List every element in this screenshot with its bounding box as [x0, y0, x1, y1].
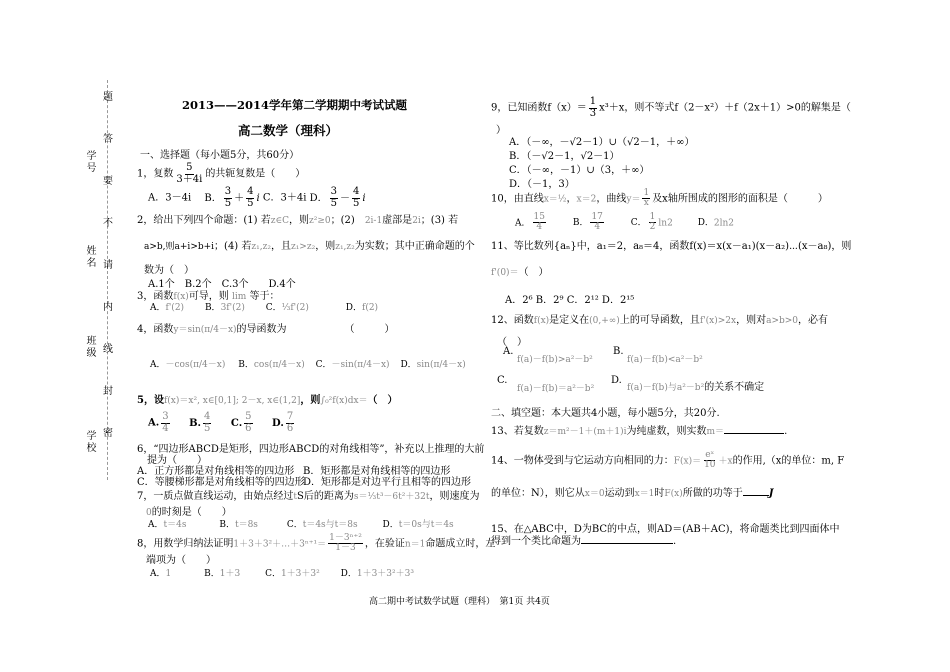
question-15-line1: 15、在△ABC中，D为BC的中点，则AD＝(AB＋AC)，将命题类比到四面体中 [491, 524, 840, 535]
question-11-line2: f'(0)＝（ ） [491, 267, 549, 278]
q6-option-c: C．等腰梯形都是对角线相等的四边形 [137, 477, 305, 488]
q12-option-a-value: f(a)－f(b)>a²－b² [517, 355, 593, 365]
question-5: 5，设f(x)＝x², x∈[0,1]; 2－x, x∈(1,2]，则∫₀²f(x)dx＝（ ） [137, 395, 398, 406]
q13-answer-blank[interactable] [724, 433, 784, 434]
seal-char: 内 [103, 302, 113, 313]
question-6-line2: 提为（ ） [147, 455, 207, 466]
question-15-line2: 得到一个类比命题为 . [491, 536, 677, 547]
question-2-line2: a>b,则a+i>b+i；(4) 若z₁,z₂，且z₁>z₂，则z₁,z₂为实数；其中正确命题的个 [144, 241, 475, 252]
q3-options: A．f'(2) B．3f'(2) C．⅓f'(2) D．f(2) [150, 303, 379, 313]
q12-option-d-value: f(a)－f(b)与a²－b²的关系不确定 [627, 382, 765, 393]
question-4: 4，函数y＝sin(π/4－x)的导函数为 （ ） [137, 324, 395, 335]
q1-option-c: C．3＋4i [262, 192, 307, 204]
q1-options [148, 187, 366, 209]
q1-option-b: B． $\frac{3}{5}$ ＋ $\frac{4}{5}$ i [204, 186, 260, 209]
question-1: 1，复数 $\frac{5}{3+4i}$ 的共轭复数是（ ） [137, 162, 306, 185]
q9-option-c: C．（－∞，－1）∪（3，＋∞） [509, 165, 650, 176]
question-14-line2: 的单位：N），则它从x＝0运动到x＝1时F(x)所做的功等于 J [491, 488, 774, 499]
seal-char: 题 [103, 92, 113, 103]
seal-char: 要 [103, 176, 113, 187]
question-9-line2: ） [496, 125, 506, 136]
seal-char: 线 [103, 344, 113, 355]
question-13: 13、若复数z＝m²－1＋(m＋1)i为纯虚数，则实数m＝ . [491, 426, 788, 437]
seal-char: 答 [103, 134, 113, 145]
question-3: 3，函数f(x)可导，则 lim 等于： [137, 291, 280, 302]
section2-title: 二、填空题：本大题共4小题，每小题5分，共20分. [491, 408, 720, 419]
q1-option-a: A．3－4i [148, 192, 192, 204]
q11-options: A．2⁶ B．2⁹ C．2¹² D．2¹⁵ [505, 295, 635, 306]
question-14-line1: 14、一物体受到与它运动方向相同的力：F(x)＝ $\frac{\text{eˣ}}{10}$ ＋x的作用,（x的单位：m, F [491, 450, 845, 471]
q12-option-d: D. [611, 375, 622, 386]
q9-option-d: D．（－1，3） [509, 179, 575, 190]
seal-char: 请 [103, 260, 113, 271]
q15-answer-blank[interactable] [581, 543, 673, 544]
question-8-line1: 8，用数学归纳法证明1＋3＋3²＋…＋3ⁿ⁺¹＝ $\frac{\text{1－3ⁿ⁺²}}{1-3}$ ，在验证n＝1命题成立时，左 [137, 533, 496, 554]
exam-title: 2013——2014学年第二学期期中考试试题 [182, 98, 408, 112]
q4-options: A．－cos(π/4－x) B．cos(π/4－x) C．－sin(π/4－x) D．sin(π/4－x) [150, 360, 466, 370]
seal-char: 封 [103, 386, 113, 397]
q5-options: A. $\frac{3}{4}$ B. $\frac{4}{5}$ C. $\frac{5}{6}$ D. $\frac{7}{6}$ [148, 411, 294, 434]
q9-option-a: A．（－∞，－√2－1）∪（√2－1，＋∞） [509, 137, 695, 148]
q8-options: A．1 B．1＋3 C．1＋3＋3² D．1＋3＋3²＋3³ [150, 569, 414, 579]
question-2-line3: 数为（ ） [144, 265, 194, 276]
section1-title: 一、选择题（每小题5分，共60分） [140, 150, 300, 161]
label-student-id: 学号 [84, 150, 95, 174]
question-7-line2: 0的时刻是（ ） [146, 507, 232, 518]
page-footer: 高二期中考试数学试题（理科） 第1页 共4页 [369, 597, 550, 607]
seal-char: 不 [103, 218, 113, 229]
question-7-line1: 7，一质点做直线运动，由始点经过tS后的距离为s＝⅓t³－6t²＋32t，则速度为 [137, 491, 480, 502]
q9-option-b: B．（－√2－1，√2－1） [509, 151, 620, 162]
question-2-line1: 2，给出下列四个命题：(1) 若z∈C，则z²≥0；(2) 2i-1虚部是2i；(3) 若 [137, 215, 459, 226]
label-class: 班级 [84, 335, 95, 359]
question-12-line2: （ ） [497, 337, 527, 348]
exam-subtitle: 高二数学（理科） [238, 123, 339, 138]
q12-option-b-value: f(a)－f(b)<a²－b² [627, 355, 703, 365]
q6-option-a: A．正方形都是对角线相等的四边形 [137, 466, 295, 477]
question-9-line1: 9，已知函数f（x）＝ $\frac{1}{3}$ x³＋x，则不等式f（2－x²）＋f（2x＋1）>0的解集是（ [491, 96, 851, 119]
q6-option-b: B．矩形都是对角线相等的四边形 [303, 466, 451, 477]
q12-option-b: B. [613, 346, 624, 357]
question-10: 10，由直线x＝½，x＝2，曲线y＝ $\frac{1}{x}$ 及x轴所围成的图形的面积是（ ） [491, 188, 828, 209]
q10-options: A． $\frac{15}{4}$ B． $\frac{17}{4}$ C． $\frac{1}{2}$ ln2 D．2ln2 [515, 212, 735, 233]
q12-option-c: C. [497, 375, 508, 386]
seal-char: 密 [103, 428, 113, 439]
q12-option-c-value: f(a)－f(b)＝a²－b² [517, 384, 595, 394]
question-12: 12、函数f(x)是定义在(0,+∞)上的可导函数，且f'(x)>2x，则对a>b>0，必有 [491, 315, 829, 326]
question-11: 11、等比数列{aₙ}中，a₁＝2，a₈＝4，函数f(x)＝x(x－a₁)(x－a₂)⋯(x－a₈)，则 [491, 241, 852, 252]
label-name: 姓名 [84, 245, 95, 269]
label-school: 学校 [84, 430, 95, 454]
q14-answer-blank[interactable] [743, 495, 769, 496]
q2-options: A.1个 B.2个 C.3个 D.4个 [148, 279, 296, 290]
q7-options: A．t＝4s B．t＝8s C．t＝4s与t＝8s D．t＝0s与t＝4s [148, 520, 454, 530]
q1-option-d: D． $\frac{3}{5}$ － $\frac{4}{5}$ i [309, 186, 366, 209]
q12-option-a: A. [503, 346, 514, 357]
q6-option-d: D．矩形都是对边平行且相等的四边形 [303, 477, 472, 488]
question-8-line2: 端项为（ ） [146, 555, 216, 566]
question-6-line1: 6，“四边形ABCD是矩形，四边形ABCD的对角线相等”，补充以上推理的大前 [137, 444, 485, 455]
